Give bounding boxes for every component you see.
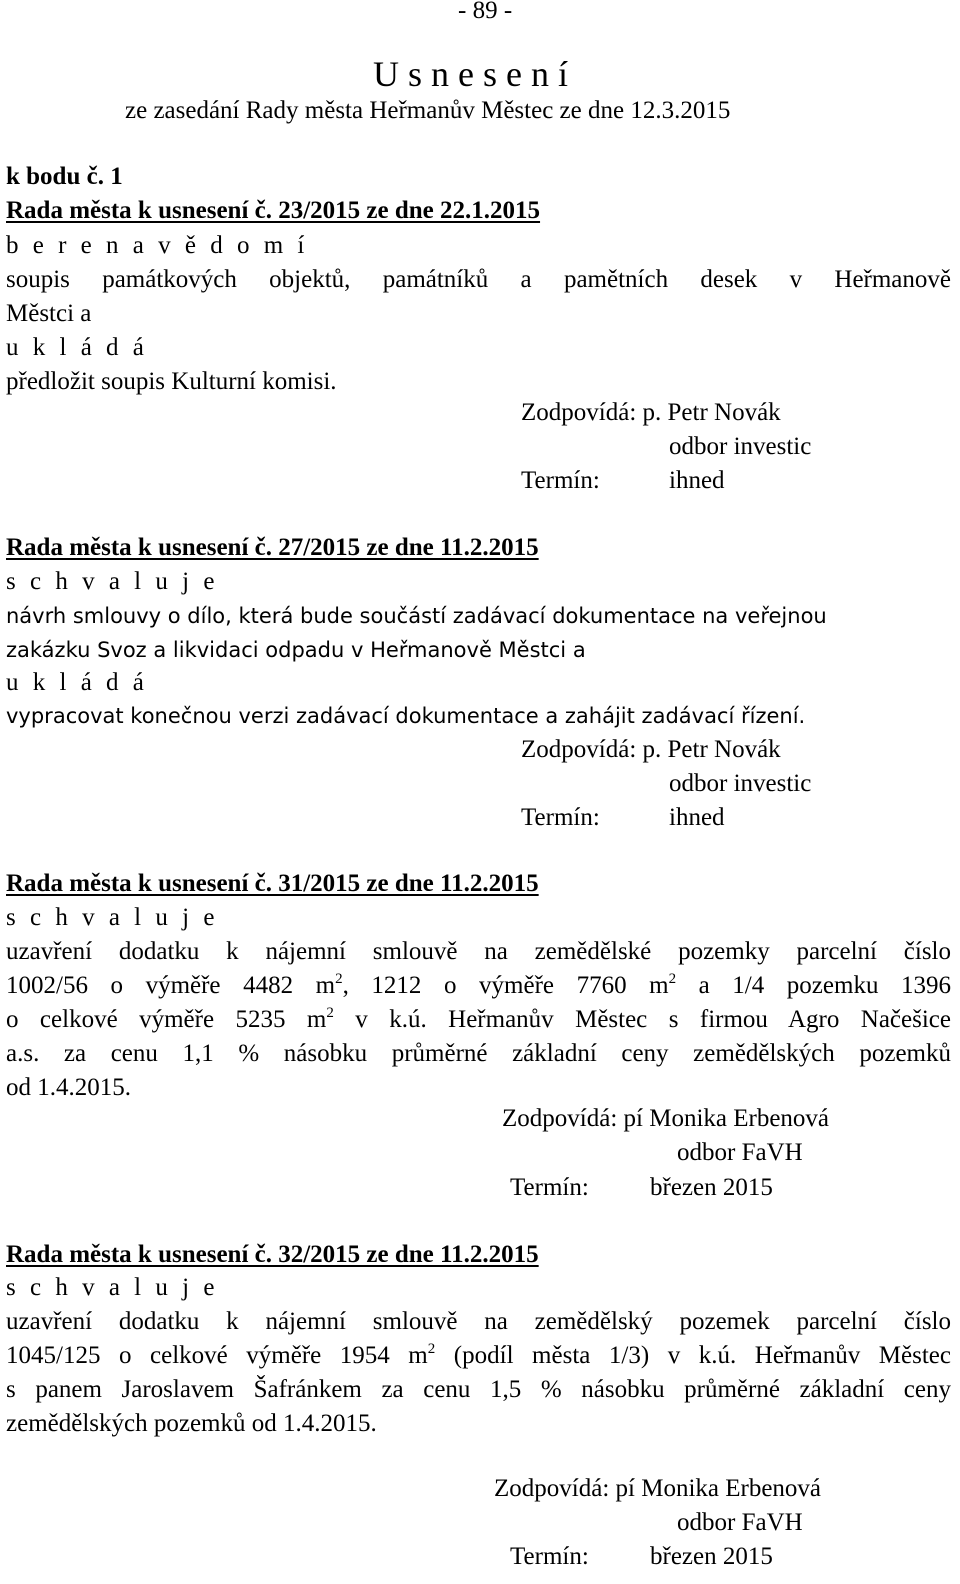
responsible-label: Zodpovídá: — [521, 399, 637, 426]
text-fragment: (podíl města 1/3) v k.ú. Heřmanův Městec — [435, 1342, 952, 1369]
department: odbor investic — [669, 770, 812, 797]
superscript: 2 — [427, 1341, 436, 1357]
resolution-text: uzavření dodatku k nájemní smlouvě na zemědělské pozemky parcelní číslo — [6, 938, 951, 965]
document-title: U s n e s e n í — [373, 54, 568, 94]
agenda-item-label: k bodu č. 1 — [6, 163, 123, 190]
superscript: 2 — [326, 1005, 334, 1021]
resolution-verb: u k l á d á — [6, 669, 148, 696]
resolution-text: s panem Jaroslavem Šafránkem za cenu 1,5 % násobku průměrné základní ceny — [6, 1376, 951, 1403]
department: odbor FaVH — [677, 1509, 803, 1536]
deadline-value: březen 2015 — [650, 1174, 773, 1201]
deadline-label: Termín: — [521, 467, 600, 494]
deadline-label: Termín: — [510, 1543, 589, 1570]
resolution-text: vypracovat konečnou verzi zadávací dokumentace a zahájit zadávací řízení. — [6, 704, 806, 728]
deadline-label: Termín: — [521, 804, 600, 831]
resolution-text: návrh smlouvy o dílo, která bude součástí zadávací dokumentace na veřejnou — [6, 604, 827, 628]
text-fragment: 1002/56 o výměře 4482 m — [6, 972, 336, 999]
responsible-line — [494, 1474, 821, 1504]
resolution-text — [6, 1005, 951, 1035]
resolution-verb: b e r e n a v ě d o m í — [6, 232, 309, 259]
resolution-title: Rada města k usnesení č. 32/2015 ze dne 11.2.2015 — [6, 1241, 539, 1268]
responsible-line — [521, 398, 781, 428]
responsible-person: pí Monika Erbenová — [623, 1105, 830, 1132]
resolution-title: Rada města k usnesení č. 31/2015 ze dne 11.2.2015 — [6, 870, 539, 897]
resolution-title: Rada města k usnesení č. 27/2015 ze dne 11.2.2015 — [6, 534, 539, 561]
responsible-label: Zodpovídá: — [521, 736, 637, 763]
deadline-value: březen 2015 — [650, 1543, 773, 1570]
page-number: - 89 - — [458, 0, 513, 24]
superscript: 2 — [335, 971, 343, 987]
deadline-line — [521, 466, 725, 496]
department: odbor investic — [669, 433, 812, 460]
text-fragment: a 1/4 pozemku 1396 — [676, 972, 951, 999]
resolution-text — [6, 971, 951, 1001]
responsible-label: Zodpovídá: — [502, 1105, 618, 1132]
department: odbor FaVH — [677, 1139, 803, 1166]
deadline-value: ihned — [669, 467, 725, 494]
superscript: 2 — [668, 971, 677, 987]
responsible-person: p. Petr Novák — [642, 736, 781, 763]
resolution-verb: s c h v a l u j e — [6, 904, 219, 931]
responsible-label: Zodpovídá: — [494, 1475, 610, 1502]
deadline-line — [521, 803, 725, 833]
deadline-label: Termín: — [510, 1174, 589, 1201]
resolution-text: Městci a — [6, 300, 92, 327]
text-fragment: , 1212 o výměře 7760 m — [342, 972, 669, 999]
responsible-line — [521, 735, 781, 765]
resolution-title: Rada města k usnesení č. 23/2015 ze dne 22.1.2015 — [6, 197, 541, 224]
deadline-value: ihned — [669, 804, 725, 831]
resolution-text — [6, 1341, 951, 1371]
responsible-line — [502, 1104, 829, 1134]
deadline-line — [510, 1542, 773, 1572]
resolution-text: předložit soupis Kulturní komisi. — [6, 368, 337, 395]
resolution-text: soupis památkových objektů, památníků a pamětních desek v Heřmanově — [6, 266, 951, 293]
resolution-text: zemědělských pozemků od 1.4.2015. — [6, 1410, 377, 1437]
resolution-text: a.s. za cenu 1,1 % násobku průměrné základní ceny zemědělských pozemků — [6, 1040, 951, 1067]
deadline-line — [510, 1173, 773, 1203]
responsible-person: pí Monika Erbenová — [615, 1475, 822, 1502]
responsible-person: p. Petr Novák — [642, 399, 781, 426]
resolution-verb: s c h v a l u j e — [6, 568, 219, 595]
resolution-verb: u k l á d á — [6, 334, 148, 361]
text-fragment: v k.ú. Heřmanův Městec s firmou Agro Načešice — [333, 1006, 951, 1033]
text-fragment: o celkové výměře 5235 m — [6, 1006, 327, 1033]
resolution-text: od 1.4.2015. — [6, 1074, 131, 1101]
resolution-verb: s c h v a l u j e — [6, 1274, 219, 1301]
resolution-text: uzavření dodatku k nájemní smlouvě na zemědělský pozemek parcelní číslo — [6, 1308, 951, 1335]
text-fragment: 1045/125 o celkové výměře 1954 m — [6, 1342, 428, 1369]
document-subtitle: ze zasedání Rady města Heřmanův Městec ze dne 12.3.2015 — [125, 97, 731, 124]
resolution-text: zakázku Svoz a likvidaci odpadu v Heřmanově Městci a — [6, 638, 586, 662]
